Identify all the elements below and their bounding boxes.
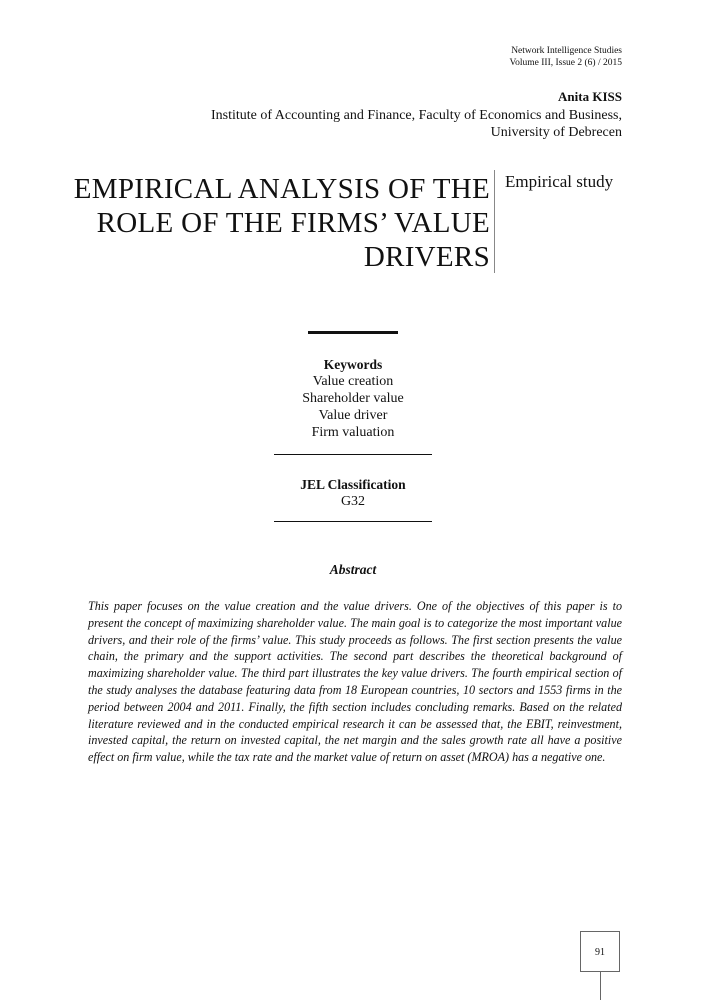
article-title bbox=[70, 172, 490, 274]
jel-bottom-rule bbox=[274, 521, 432, 522]
jel-code: G32 bbox=[340, 494, 366, 509]
abstract-text: This paper focuses on the value creation and the value drivers. One of the objectives of this paper is to present the concept of maximizing shareholder value. The main goal is to categorize the most important value drivers, and their role of the firms’ value. This study proceeds as follows. The first section presents the value chain, the primary and the support activities. The second part describes the theoretical background of maximizing shareholder value. The third part illustrates the key value drivers. The fourth empirical section of the study analyses the database featuring data from 18 European countries, 10 sectors and 1553 firms in the period between 2004 and 2011. Finally, the fifth section includes concluding remarks. Based on the related literature reviewed and in the conducted empirical research it can be assessed that, the EBIT, reinvestment, invested capital, the return on invested capital, the net margin and the sales growth rate all have a positive effect on firm value, while the tax rate and the market value of return on asset (MROA) has a negative one. bbox=[88, 599, 622, 765]
author-affiliation-line2: University of Debrecen bbox=[490, 125, 622, 140]
journal-header bbox=[510, 45, 623, 69]
keywords-bottom-rule bbox=[274, 454, 432, 455]
keywords-label: Keywords bbox=[323, 357, 383, 372]
abstract-heading: Abstract bbox=[329, 562, 377, 577]
title-line-3: DRIVERS bbox=[363, 241, 490, 273]
keyword-item: Firm valuation bbox=[311, 425, 395, 440]
author-affiliation-line1: Institute of Accounting and Finance, Faculty of Economics and Business, bbox=[211, 108, 622, 123]
keyword-item: Value driver bbox=[318, 408, 388, 423]
author-name: Anita KISS bbox=[558, 89, 622, 104]
keyword-item: Shareholder value bbox=[302, 391, 404, 406]
author-block bbox=[211, 88, 622, 141]
jel-label: JEL Classification bbox=[300, 477, 406, 492]
title-line-1: EMPIRICAL ANALYSIS OF THE bbox=[73, 173, 490, 205]
keywords-section bbox=[253, 356, 453, 441]
journal-name: Network Intelligence Studies bbox=[511, 46, 622, 56]
journal-issue: Volume III, Issue 2 (6) / 2015 bbox=[509, 58, 622, 68]
page-number: 91 bbox=[580, 931, 620, 972]
keyword-item: Value creation bbox=[312, 374, 394, 389]
jel-section bbox=[253, 476, 453, 510]
title-line-2: ROLE OF THE FIRMS’ VALUE bbox=[96, 207, 490, 239]
study-type: Empirical study bbox=[505, 172, 614, 191]
page-number-tail bbox=[600, 972, 601, 1000]
title-divider bbox=[494, 170, 495, 273]
keywords-top-rule bbox=[308, 331, 398, 334]
